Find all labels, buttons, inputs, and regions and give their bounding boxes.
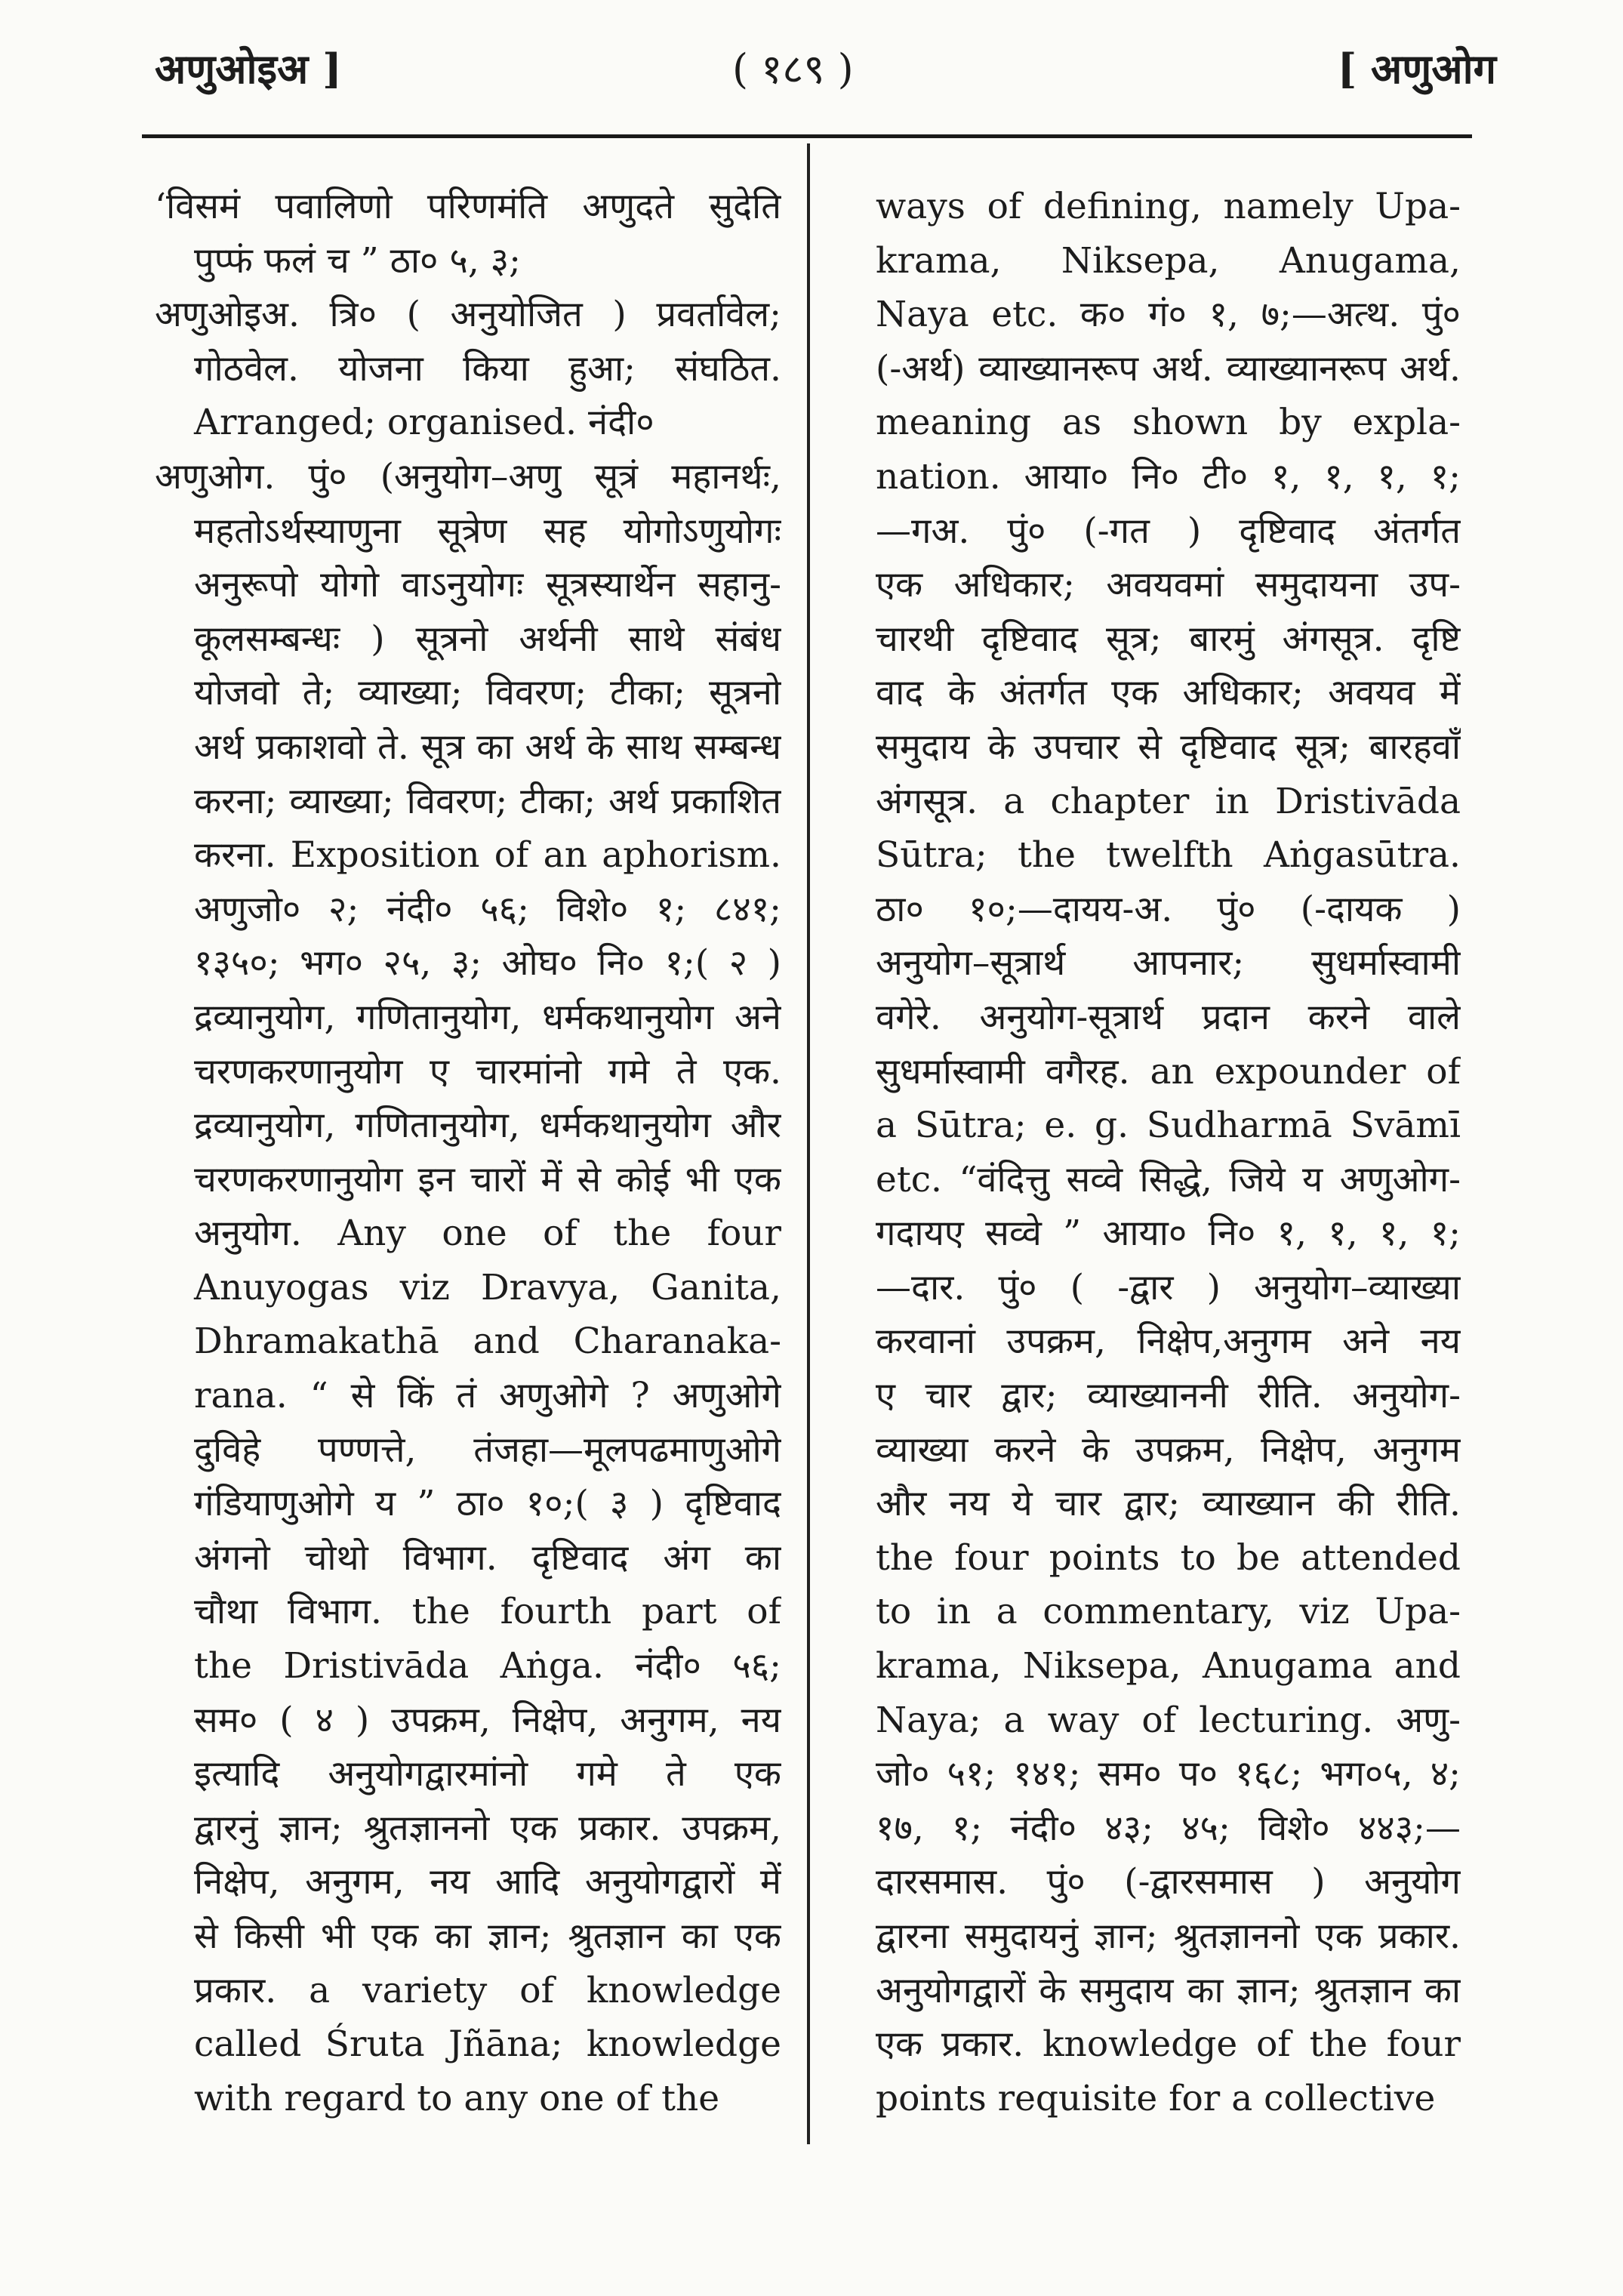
text-line: करवानां उपक्रम, निक्षेप,अनुगम अने नय [876,1321,1461,1363]
text-line: द्वारनुं ज्ञान; श्रुतज्ञाननो एक प्रकार. उपक्रम, [194,1807,781,1849]
text-line: अनुयोगद्वारों के समुदाय का ज्ञान; श्रुतज्ञान का [876,1969,1461,2011]
text-line: अणुजो० २; नंदी० ५६; विशे० १; ८४१; [194,888,781,930]
text-line: ठा० १०;—दायय-अ. पुं० (-दायक ) [876,888,1461,930]
text-line: —गअ. पुं० (-गत ) दृष्टिवाद अंतर्गत [876,510,1461,552]
text-line: krama, Niksepa, Anugama and [876,1645,1461,1687]
text-line: महतोऽर्थस्याणुना सूत्रेण सह योगोऽणुयोगः [194,510,781,552]
text-line: Arranged; organised. नंदी० [194,402,654,444]
text-line: rana. “ से किं तं अणुओगे ? अणुओगे [194,1375,781,1417]
text-line: चरणकरणानुयोग इन चारों में से कोई भी एक [194,1158,781,1200]
left-column [155,180,781,2125]
text-line: ‘विसमं पवालिणो परिणमंति अणुदते सुदेति [155,186,781,227]
text-line: the Dristivāda Aṅga. नंदी० ५६; [194,1645,781,1687]
text-line: ए चार द्वार; व्याख्याननी रीति. अनुयोग- [876,1375,1461,1417]
text-line: अनुयोग–सूत्रार्थ आपनार; सुधर्मास्वामी [876,942,1461,985]
text-line: etc. “वंदित्तु सव्वे सिद्धे, जिये य अणुओग- [876,1158,1461,1200]
running-head-right: [ अणुओग [1337,45,1496,93]
text-line: द्वारना समुदायनुं ज्ञान; श्रुतज्ञाननो एक प्रकार. [876,1915,1461,1957]
text-line: Dhramakathā and Charanaka- [194,1321,781,1363]
text-line: एक प्रकार. knowledge of the four [876,2023,1461,2066]
text-line: गंडियाणुओगे य ” ठा० १०;( ३ ) दृष्टिवाद [194,1483,781,1525]
text-line: १३५०; भग० २५, ३; ओघ० नि० १;( २ ) [194,942,781,985]
text-line: योजवो ते; व्याख्या; विवरण; टीका; सूत्रनो [194,672,781,714]
text-line: करना. Exposition of an aphorism. [194,834,781,877]
text-line: अर्थ प्रकाशवो ते. सूत्र का अर्थ के साथ सम्बन्ध [194,726,781,768]
text-line: (-अर्थ) व्याख्यानरूप अर्थ. व्याख्यानरूप अर्थ. [876,347,1461,390]
text-line: Anuyogas viz Dravya, Ganita, [194,1266,781,1308]
text-line: दारसमास. पुं० (-द्वारसमास ) अनुयोग [876,1861,1461,1903]
text-line: गोठवेल. योजना किया हुआ; संघठित. [194,347,781,390]
right-column [876,180,1461,2125]
text-line: गदायए सव्वे ” आया० नि० १, १, १, १; [876,1213,1461,1255]
text-line: जो० ५१; १४१; सम० प० १६८; भग०५, ४; [876,1753,1461,1795]
text-line: वाद के अंतर्गत एक अधिकार; अवयव में [876,672,1461,714]
text-line: to in a commentary, viz Upa- [876,1591,1461,1633]
page-number: ( १८९ ) [732,45,854,93]
text-line: nation. आया० नि० टी० १, १, १, १; [876,455,1461,498]
header-rule [142,134,1472,138]
text-line: अंगसूत्र. a chapter in Dristivāda [876,780,1461,822]
text-line: अनुयोग. Any one of the four [194,1213,781,1255]
text-line: दुविहे पण्णत्ते, तंजहा—मूलपढमाणुओगे [194,1428,781,1471]
text-line: with regard to any one of the [194,2077,720,2119]
text-line: अनुरूपो योगो वाऽनुयोगः सूत्रस्यार्थेन सहानु- [194,564,781,606]
text-line: कूलसम्बन्धः ) सूत्रनो अर्थनी साथे संबंध [194,618,781,660]
text-line: १७, १; नंदी० ४३; ४५; विशे० ४४३;— [876,1807,1461,1849]
text-line: चरणकरणानुयोग ए चारमांनो गमे ते एक. [194,1050,781,1093]
text-line: अणुओइअ. त्रि० ( अनुयोजित ) प्रवर्तावेल; [155,294,781,336]
text-line: एक अधिकार; अवयवमां समुदायना उप- [876,564,1461,606]
text-line: चारथी दृष्टिवाद सूत्र; बारमुं अंगसूत्र. दृष्टि [876,618,1461,660]
text-line: अणुओग. पुं० (अनुयोग–अणु सूत्रं महानर्थः, [155,455,781,498]
text-line: समुदाय के उपचार से दृष्टिवाद सूत्र; बारहवाँ [876,726,1461,768]
text-line: Naya; a way of lecturing. अणु- [876,1699,1461,1741]
text-line: the four points to be attended [876,1536,1461,1579]
text-line: meaning as shown by expla- [876,402,1461,444]
text-line: चौथा विभाग. the fourth part of [194,1591,781,1633]
text-line: called Śruta Jñāna; knowledge [194,2023,781,2066]
column-divider [807,143,810,2144]
text-line: द्रव्यानुयोग, गणितानुयोग, धर्मकथानुयोग और [194,1105,781,1147]
text-line: Naya etc. क० गं० १, ७;—अत्थ. पुं० [876,294,1461,336]
text-line: इत्यादि अनुयोगद्वारमांनो गमे ते एक [194,1753,781,1795]
text-line: points requisite for a collective [876,2077,1436,2119]
text-line: a Sūtra; e. g. Sudharmā Svāmī [876,1105,1461,1147]
text-line: करना; व्याख्या; विवरण; टीका; अर्थ प्रकाशित [194,780,781,822]
text-line: अंगनो चोथो विभाग. दृष्टिवाद अंग का [194,1536,781,1579]
running-head-left: अणुओइअ ] [155,45,342,93]
text-line: द्रव्यानुयोग, गणितानुयोग, धर्मकथानुयोग अने [194,996,781,1038]
text-line: सम० ( ४ ) उपक्रम, निक्षेप, अनुगम, नय [194,1699,781,1741]
text-line: —दार. पुं० ( -द्वार ) अनुयोग–व्याख्या [876,1266,1461,1308]
text-line: और नय ये चार द्वार; व्याख्यान की रीति. [876,1483,1461,1525]
text-line: निक्षेप, अनुगम, नय आदि अनुयोगद्वारों में [194,1861,781,1903]
text-line: से किसी भी एक का ज्ञान; श्रुतज्ञान का एक [194,1915,781,1957]
text-line: प्रकार. a variety of knowledge [194,1969,781,2011]
text-line: व्याख्या करने के उपक्रम, निक्षेप, अनुगम [876,1428,1461,1471]
text-line: krama, Niksepa, Anugama, [876,239,1461,282]
text-line: ways of defining, namely Upa- [876,186,1461,227]
text-line: सुधर्मास्वामी वगैरह. an expounder of [876,1050,1461,1093]
text-line: वगेरे. अनुयोग-सूत्रार्थ प्रदान करने वाले [876,996,1461,1038]
text-line: Sūtra; the twelfth Aṅgasūtra. [876,834,1461,877]
text-line: पुप्फं फलं च ” ठा० ५, ३; [194,239,522,282]
